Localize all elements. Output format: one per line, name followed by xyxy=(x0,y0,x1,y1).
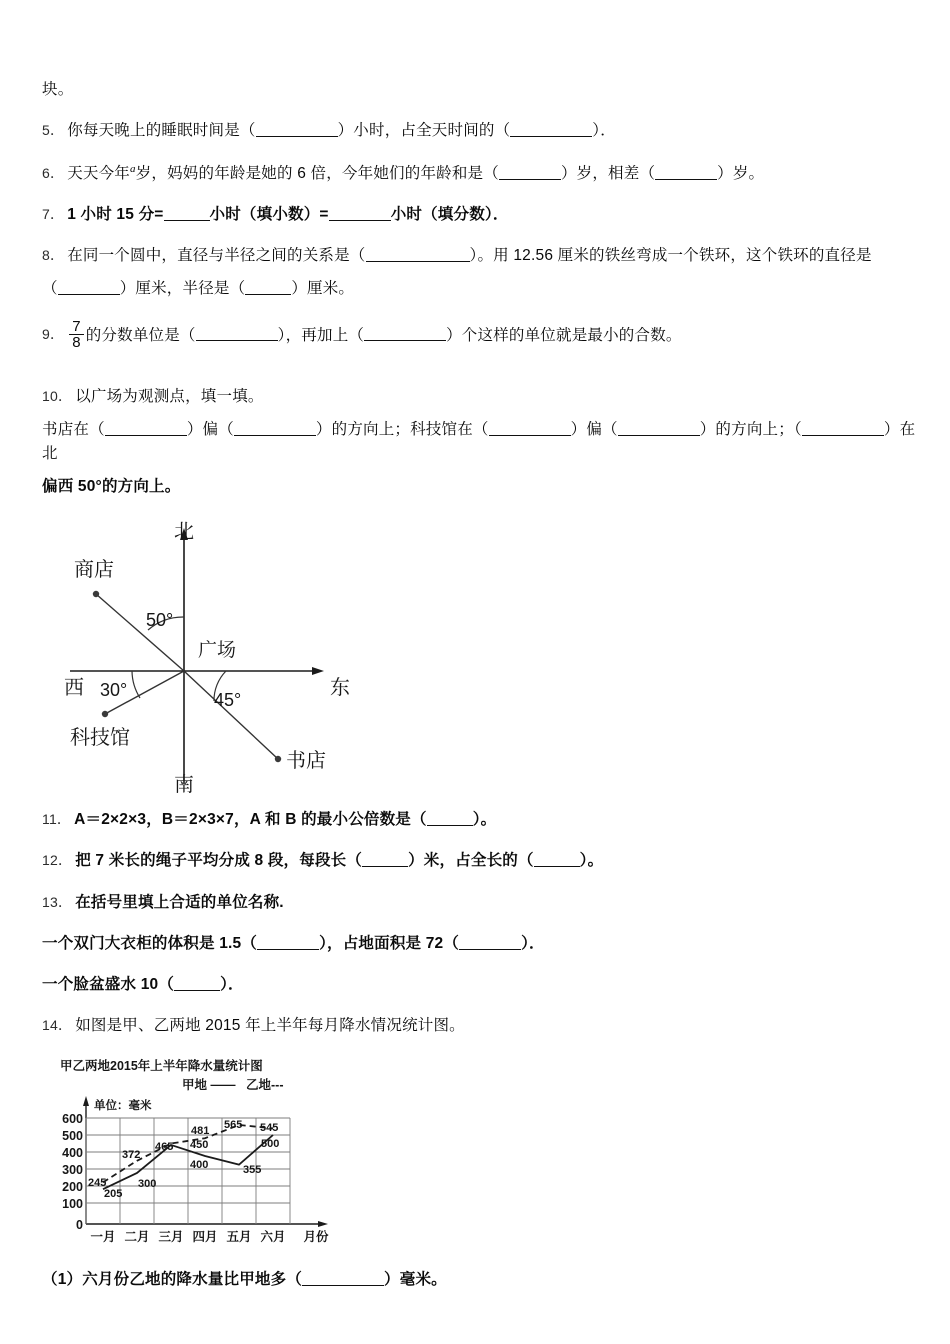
question-5-number: 5． xyxy=(42,122,65,139)
question-8-blank-2[interactable] xyxy=(58,281,120,295)
label-center-square: 广场 xyxy=(198,640,237,662)
sub-question-1-label: （1） xyxy=(42,1270,83,1288)
xtick-jan: 一月 xyxy=(90,1229,116,1244)
question-12-text-c: ）。 xyxy=(579,852,604,870)
question-11-text-a: A＝2×2×3，B＝2×3×7，A 和 B 的最小公倍数是（ xyxy=(74,811,427,829)
question-5-blank-1[interactable] xyxy=(256,123,338,137)
question-7-number: 7． xyxy=(42,205,65,222)
question-14-number: 14． xyxy=(42,1017,73,1034)
question-13-body-line-1 xyxy=(42,932,922,955)
question-13-body-line-2 xyxy=(42,973,922,996)
orphan-line xyxy=(42,78,922,101)
chart-unit-label: 单位：毫米 xyxy=(94,1099,152,1112)
question-6-number: 6． xyxy=(42,164,65,181)
label-museum: 科技馆 xyxy=(70,727,130,750)
ytick-600: 600 xyxy=(62,1111,83,1126)
question-8-blank-3[interactable] xyxy=(245,281,291,295)
sub-question-1-text-a: 六月份乙地的降水量比甲地多（ xyxy=(82,1270,303,1288)
fraction-seven-eighths xyxy=(69,319,84,352)
point-shop xyxy=(93,591,99,597)
label-jia-jan: 205 xyxy=(104,1187,123,1200)
ytick-100: 100 xyxy=(62,1196,83,1211)
question-9-text-b: ），再加上（ xyxy=(277,326,365,344)
ytick-400: 400 xyxy=(62,1145,83,1160)
chart-y-tick-labels xyxy=(62,1112,83,1232)
question-7-text-b: 小时（填小数）= xyxy=(209,205,329,223)
chart-x-axis-label: 月份 xyxy=(303,1229,329,1244)
question-14 xyxy=(42,1014,922,1037)
question-8-number: 8． xyxy=(42,247,65,264)
chart-y-axis-arrowhead xyxy=(83,1096,89,1106)
compass-svg xyxy=(56,516,396,798)
question-11-blank-1[interactable] xyxy=(427,812,473,826)
question-10-body-line-2 xyxy=(42,475,922,498)
question-6-variable-a: a xyxy=(130,162,136,175)
ytick-200: 200 xyxy=(62,1179,83,1194)
worksheet-content xyxy=(42,78,922,1309)
question-7-blank-2[interactable] xyxy=(329,207,391,221)
question-8-continued xyxy=(42,277,922,300)
chart-title: 甲乙两地2015年上半年降水量统计图 xyxy=(60,1058,263,1073)
ytick-300: 300 xyxy=(62,1162,83,1177)
q10-text-f: ）在北 xyxy=(42,421,916,462)
label-shop: 商店 xyxy=(74,559,114,582)
ray-to-shop xyxy=(96,594,184,671)
question-8-text-a: 在同一个圆中，直径与半径之间的关系是（ xyxy=(67,247,366,265)
question-8 xyxy=(42,244,922,267)
angle-label-45: 45° xyxy=(214,690,242,711)
fraction-denominator: 8 xyxy=(69,334,84,351)
question-5-text-b: ）小时，占全天时间的（ xyxy=(337,122,511,140)
q13-text-a: 一个双门大衣柜的体积是 1.5（ xyxy=(42,934,258,952)
chart-x-axis-arrowhead xyxy=(318,1221,328,1227)
east-arrowhead xyxy=(312,667,324,675)
q10-blank-5[interactable] xyxy=(802,422,884,436)
question-12-text-b: ）米，占全长的（ xyxy=(408,852,534,870)
question-5-text-c: ）． xyxy=(592,122,616,140)
xtick-feb: 二月 xyxy=(124,1229,150,1244)
question-9-text-c: ）个这样的单位就是最小的合数。 xyxy=(446,326,682,344)
question-6-blank-2[interactable] xyxy=(655,166,717,180)
question-13-heading: 在括号里填上合适的单位名称. xyxy=(75,893,284,911)
question-6-text-d: ）岁。 xyxy=(717,164,765,182)
q13-text-b: ），占地面积是 72（ xyxy=(319,934,460,952)
question-12-blank-1[interactable] xyxy=(362,853,408,867)
q13-blank-3[interactable] xyxy=(174,977,220,991)
q10-text-c: ）的方向上；科技馆在（ xyxy=(315,421,489,439)
point-museum xyxy=(102,711,108,717)
question-9-blank-2[interactable] xyxy=(364,327,446,341)
rainfall-chart-svg xyxy=(54,1056,354,1256)
q10-text-b: ）偏（ xyxy=(186,421,234,439)
label-jia-may: 355 xyxy=(243,1163,262,1176)
q10-text-g: 偏西 50°的方向上。 xyxy=(42,477,181,495)
angle-label-30: 30° xyxy=(100,680,128,701)
label-north: 北 xyxy=(174,521,194,544)
label-south: 南 xyxy=(174,774,194,797)
question-12 xyxy=(42,849,922,872)
question-5-text-a: 你每天晚上的睡眠时间是（ xyxy=(67,122,256,140)
label-jia-feb: 300 xyxy=(138,1177,157,1190)
label-yi-jun: 545 xyxy=(260,1121,279,1134)
question-11 xyxy=(42,808,922,831)
label-yi-may: 565 xyxy=(224,1118,243,1131)
sub-question-1 xyxy=(42,1268,922,1291)
question-12-text-a: 把 7 米长的绳子平均分成 8 段，每段长（ xyxy=(75,852,363,870)
question-12-number: 12． xyxy=(42,852,73,869)
question-7-text-c: 小时（填分数）． xyxy=(390,205,509,223)
label-yi-feb: 372 xyxy=(122,1148,141,1161)
q10-blank-3[interactable] xyxy=(489,422,571,436)
question-10-text: 以广场为观测点，填一填。 xyxy=(75,388,264,406)
question-13 xyxy=(42,891,922,914)
label-yi-mar: 450 xyxy=(190,1138,209,1151)
question-9-number: 9． xyxy=(42,326,65,343)
question-9 xyxy=(42,319,922,352)
legend-series-yi: 乙地--- xyxy=(246,1077,284,1092)
question-5-blank-2[interactable] xyxy=(510,123,592,137)
q10-text-a: 书店在（ xyxy=(42,421,105,439)
question-6-text-b: 岁，妈妈的年龄是她的 6 倍，今年她们的年龄和是（ xyxy=(135,164,499,182)
rainfall-line-chart xyxy=(54,1056,354,1256)
question-8-text-c: （ xyxy=(42,280,58,298)
label-east: 东 xyxy=(330,677,350,700)
xtick-jun: 六月 xyxy=(260,1229,286,1244)
xtick-mar: 三月 xyxy=(158,1229,184,1244)
chart-x-tick-labels xyxy=(90,1229,329,1244)
question-12-blank-2[interactable] xyxy=(534,853,580,867)
label-yi-apr: 481 xyxy=(191,1124,210,1137)
q13-blank-1[interactable] xyxy=(257,936,319,950)
question-8-text-e: ）厘米。 xyxy=(291,280,355,298)
q13-text-d: 一个脸盆盛水 10（ xyxy=(42,976,175,994)
question-8-text-d: ）厘米，半径是（ xyxy=(119,280,246,298)
chart-labels-yi xyxy=(88,1119,278,1189)
legend-series-jia: 甲地 —— xyxy=(182,1077,236,1092)
q10-text-e: ）的方向上；（ xyxy=(699,421,802,439)
question-11-text-b: ）。 xyxy=(472,811,497,829)
xtick-apr: 四月 xyxy=(192,1229,218,1244)
question-9-text-a: 的分数单位是（ xyxy=(85,326,196,344)
label-jia-mar: 465 xyxy=(155,1140,174,1153)
fraction-numerator: 7 xyxy=(72,317,81,335)
q10-blank-1[interactable] xyxy=(105,422,187,436)
label-bookstore: 书店 xyxy=(286,750,326,773)
arc-30-degrees xyxy=(132,671,140,698)
question-9-blank-1[interactable] xyxy=(196,327,278,341)
ytick-0: 0 xyxy=(76,1217,83,1232)
question-11-number: 11． xyxy=(42,811,72,828)
question-8-text-b: ）。用 12.56 厘米的铁丝弯成一个铁环，这个铁环的直径是 xyxy=(469,247,872,265)
point-bookstore xyxy=(275,756,281,762)
question-14-text: 如图是甲、乙两地 2015 年上半年每月降水情况统计图。 xyxy=(75,1017,465,1035)
ray-to-bookstore xyxy=(184,671,278,759)
question-8-blank-1[interactable] xyxy=(366,248,470,262)
q10-blank-2[interactable] xyxy=(234,422,316,436)
q10-blank-4[interactable] xyxy=(618,422,700,436)
question-6-blank-1[interactable] xyxy=(499,166,561,180)
angle-label-50: 50° xyxy=(146,610,174,631)
ytick-500: 500 xyxy=(62,1128,83,1143)
compass-direction-figure xyxy=(56,516,396,798)
xtick-may: 五月 xyxy=(226,1229,252,1244)
question-7 xyxy=(42,203,922,226)
label-jia-apr: 400 xyxy=(190,1158,209,1171)
label-jia-jun: 500 xyxy=(261,1137,280,1150)
q13-blank-2[interactable] xyxy=(459,936,521,950)
label-yi-jan: 245 xyxy=(88,1176,107,1189)
question-10 xyxy=(42,385,922,408)
question-6-text-a: 天天今年 xyxy=(67,164,130,182)
q13-text-e: ）． xyxy=(220,976,244,994)
q10-text-d: ）偏（ xyxy=(570,421,618,439)
question-10-number: 10． xyxy=(42,388,73,405)
question-7-blank-1[interactable] xyxy=(164,207,210,221)
question-10-body-line-1 xyxy=(42,418,922,465)
question-13-number: 13． xyxy=(42,893,73,910)
q13-text-c: ）． xyxy=(521,934,545,952)
orphan-text: 块。 xyxy=(42,81,74,98)
question-7-text-a: 1 小时 15 分= xyxy=(67,205,164,223)
question-6 xyxy=(42,161,922,185)
question-5 xyxy=(42,119,922,142)
question-6-text-c: ）岁，相差（ xyxy=(560,164,656,182)
sub-question-1-blank[interactable] xyxy=(302,1272,384,1286)
sub-question-1-text-b: ）毫米。 xyxy=(384,1270,447,1288)
label-west: 西 xyxy=(64,677,84,700)
